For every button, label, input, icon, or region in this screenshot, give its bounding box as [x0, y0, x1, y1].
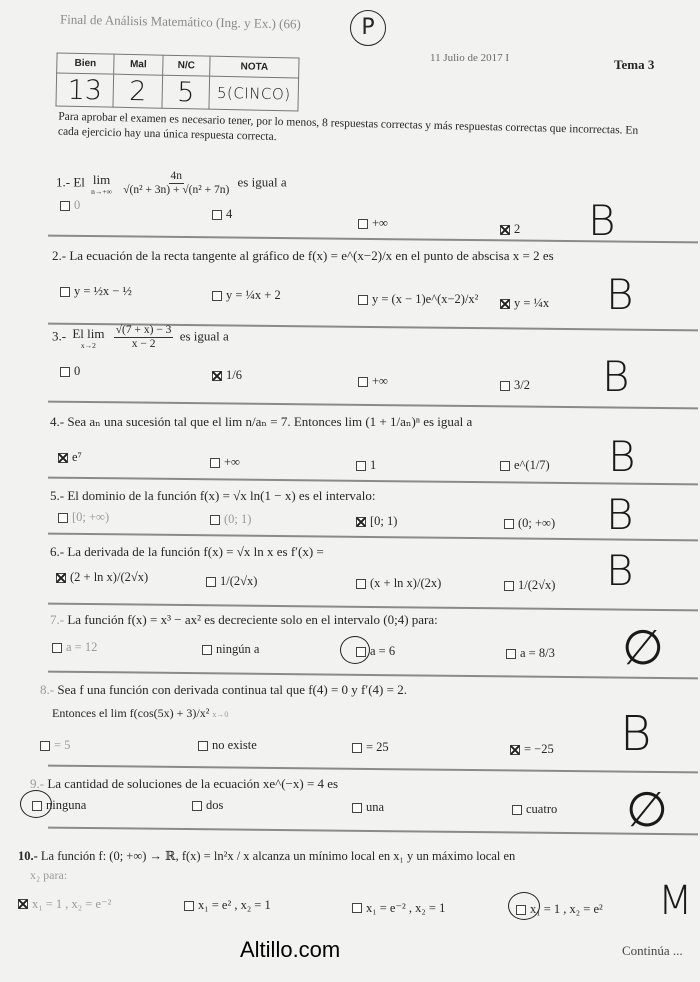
- checkbox-icon[interactable]: [212, 210, 222, 220]
- q5-option-c-label: [0; 1): [370, 514, 398, 528]
- q10-grade-mark: M: [658, 878, 693, 924]
- checkbox-icon[interactable]: [40, 741, 50, 751]
- q2-option-d[interactable]: [500, 296, 549, 311]
- q6-option-a[interactable]: [56, 570, 148, 585]
- divider: [48, 401, 698, 410]
- q3-option-c-label: +∞: [372, 374, 388, 388]
- divider: [48, 477, 698, 486]
- checkbox-icon[interactable]: [506, 649, 516, 659]
- grades-header-nota: NOTA: [210, 56, 299, 78]
- checkbox-icon[interactable]: [210, 458, 220, 468]
- question-10-number: 10.-: [18, 849, 38, 863]
- q2-grade-mark: B: [606, 270, 634, 319]
- q1-grade-mark: B: [588, 196, 616, 245]
- q2-option-d-label: y = ¼x: [514, 296, 550, 310]
- question-5-text: [50, 488, 375, 504]
- question-3-pre: El lim: [72, 325, 105, 341]
- question-10-text: [18, 848, 515, 864]
- handwritten-circle: [508, 892, 540, 920]
- checked-checkbox-icon[interactable]: [18, 899, 28, 909]
- question-1-numerator: 4n: [170, 170, 182, 182]
- q7-option-d-label: a = 8/3: [520, 646, 555, 660]
- question-8-limit-expr: Entonces el lim f(cos(5x) + 3)/x²: [52, 706, 210, 720]
- q10-option-b-label: x₁ = e² , x₂ = 1: [198, 898, 271, 912]
- q1-option-a[interactable]: [60, 198, 80, 213]
- exam-title: Final de Análisis Matemático (Ing. y Ex.) (66): [59, 11, 301, 32]
- q9-option-c[interactable]: [352, 800, 384, 815]
- question-2-text: [52, 248, 652, 264]
- q9-option-a-label: ninguna: [46, 798, 87, 812]
- q5-option-d-label: (0; +∞): [518, 516, 556, 530]
- divider: [48, 827, 698, 836]
- question-2-number: 2.-: [52, 248, 67, 263]
- q5-option-a[interactable]: [58, 510, 109, 525]
- checkbox-icon[interactable]: [500, 381, 510, 391]
- question-5-number: 5.-: [50, 488, 65, 503]
- question-6-body: La derivada de la función f(x) = √x ln x es f′(x) =: [67, 544, 324, 559]
- q3-option-b[interactable]: [212, 368, 242, 383]
- q10-option-a-label: x₁ = 1 , x₂ = e⁻²: [32, 897, 112, 911]
- q6-option-c-label: (x + ln x)/(2x): [370, 576, 442, 590]
- checkbox-icon[interactable]: [52, 643, 62, 653]
- checkbox-icon[interactable]: [212, 291, 222, 301]
- question-3-fraction: [114, 324, 174, 351]
- checked-checkbox-icon[interactable]: [212, 371, 222, 381]
- question-3-numerator: √(7 + x) − 3: [115, 324, 172, 336]
- q6-option-a-label: (2 + ln x)/(2√x): [70, 570, 149, 584]
- q7-option-c-label: a = 6: [370, 644, 396, 658]
- q1-option-d-label: 2: [514, 222, 521, 236]
- checkbox-icon[interactable]: [358, 295, 368, 305]
- q4-option-a[interactable]: [58, 450, 82, 465]
- q3-option-c[interactable]: [358, 374, 388, 389]
- question-4-body: Sea aₙ una sucesión tal que el lim n/aₙ = 7. Entonces lim (1 + 1/aₙ)ⁿ es igual a: [67, 414, 473, 429]
- handwritten-circle: [20, 790, 52, 818]
- q3-grade-mark: B: [602, 352, 630, 401]
- checkbox-icon[interactable]: [504, 519, 514, 529]
- checkbox-icon[interactable]: [356, 579, 366, 589]
- checked-checkbox-icon[interactable]: [56, 573, 66, 583]
- question-7-body: La función f(x) = x³ − ax² es decreciente solo en el intervalo (0;4) para:: [67, 612, 438, 627]
- checkbox-icon[interactable]: [198, 741, 208, 751]
- question-10-text2: x₂ para:: [30, 868, 68, 882]
- q7-option-a[interactable]: [52, 640, 97, 655]
- q6-grade-mark: B: [606, 546, 634, 595]
- exam-date: 11 Julio de 2017 I: [430, 52, 510, 64]
- q6-option-b-label: 1/(2√x): [220, 574, 258, 588]
- q9-option-b-label: dos: [206, 798, 224, 812]
- question-2-body: La ecuación de la recta tangente al gráfico de f(x) = e^(x−2)/x en el punto de abscisa x = 2 es: [69, 248, 554, 263]
- q4-option-b[interactable]: [210, 455, 240, 470]
- q7-option-a-label: a = 12: [66, 640, 98, 654]
- q6-option-d-label: 1/(2√x): [518, 578, 556, 592]
- checkbox-icon[interactable]: [60, 287, 70, 297]
- grade-nota-value: 5(CINCO): [209, 76, 299, 111]
- checkbox-icon[interactable]: [192, 801, 202, 811]
- divider: [48, 671, 698, 680]
- handwritten-circle: [340, 636, 370, 664]
- q2-option-c[interactable]: [358, 292, 478, 307]
- q4-option-a-label: e⁷: [72, 450, 82, 464]
- grade-mal-value: 2: [113, 74, 163, 108]
- q10-option-c-label: x₁ = e⁻² , x₂ = 1: [366, 901, 446, 915]
- question-3-number: 3.-: [52, 328, 67, 344]
- question-8-limit: [52, 706, 228, 721]
- q6-option-b[interactable]: [206, 574, 257, 589]
- q7-option-b[interactable]: [202, 642, 259, 657]
- question-8-body: Sea f una función con derivada continua tal que f(4) = 0 y f′(4) = 2.: [57, 682, 407, 697]
- question-8-number: 8.-: [40, 682, 55, 697]
- q8-grade-mark: B: [620, 706, 652, 762]
- question-9-number: 9.-: [30, 776, 45, 791]
- question-1-limit: lim n→+∞: [91, 171, 112, 196]
- question-6-text: [50, 544, 324, 560]
- question-7-text: [50, 612, 438, 628]
- question-1-number: 1.-: [56, 174, 71, 190]
- q3-option-d[interactable]: [500, 378, 530, 393]
- instructions-text: Para aprobar el examen es necesario tener, por lo menos, 8 respuestas correctas y más respuestas correctas que incorrectas. En cada ejercicio hay una única respuesta correcta.: [57, 110, 639, 144]
- checkbox-icon[interactable]: [352, 803, 362, 813]
- q4-option-c[interactable]: [356, 458, 376, 473]
- q2-option-a-label: y = ½x − ½: [74, 284, 132, 298]
- checkbox-icon[interactable]: [352, 903, 362, 913]
- checkbox-icon[interactable]: [358, 219, 368, 229]
- grades-table: [55, 52, 299, 111]
- q8-option-a-label: = 5: [54, 738, 71, 752]
- question-1-limit-sub: n→+∞: [91, 186, 112, 196]
- checkbox-icon[interactable]: [206, 577, 216, 587]
- q8-option-a[interactable]: [40, 738, 70, 753]
- q10-option-a[interactable]: [18, 896, 111, 912]
- q8-option-c-label: = 25: [366, 740, 389, 754]
- q7-option-b-label: ningún a: [216, 642, 260, 656]
- question-8-text: [40, 682, 407, 698]
- q5-option-d[interactable]: [504, 516, 555, 531]
- checkbox-icon[interactable]: [500, 461, 510, 471]
- q6-option-c[interactable]: [356, 576, 441, 591]
- checked-checkbox-icon[interactable]: [356, 517, 366, 527]
- question-4-number: 4.-: [50, 414, 65, 429]
- grades-header-bien: Bien: [57, 53, 114, 74]
- q10-option-c[interactable]: [352, 900, 445, 916]
- question-4-text: [50, 414, 650, 430]
- q2-option-a[interactable]: [60, 284, 132, 299]
- question-9-text: [30, 776, 338, 792]
- question-1-text: [56, 170, 287, 197]
- q3-option-d-label: 3/2: [514, 378, 530, 392]
- checkbox-icon[interactable]: [202, 645, 212, 655]
- divider: [48, 603, 698, 612]
- checkbox-icon[interactable]: [352, 743, 362, 753]
- checkbox-icon[interactable]: [60, 367, 70, 377]
- q8-option-c[interactable]: [352, 740, 389, 755]
- q1-option-a-label: 0: [74, 198, 81, 212]
- question-3-denominator: x − 2: [131, 338, 156, 350]
- q4-option-d-label: e^(1/7): [514, 458, 550, 472]
- question-1-fraction: [121, 170, 231, 197]
- q3-option-a[interactable]: [60, 364, 80, 379]
- q7-option-d[interactable]: [506, 646, 555, 661]
- q9-option-d-label: cuatro: [526, 802, 558, 816]
- divider: [48, 765, 698, 774]
- q5-option-b[interactable]: [210, 512, 251, 527]
- question-3-text: [52, 324, 229, 351]
- q5-option-a-label: [0; +∞): [72, 510, 110, 524]
- q9-option-b[interactable]: [192, 798, 223, 813]
- q1-option-d[interactable]: [500, 222, 520, 237]
- question-1-post: es igual a: [237, 174, 287, 190]
- question-1-pre: El: [73, 174, 85, 190]
- question-1-denominator: √(n² + 3n) + √(n² + 7n): [123, 184, 230, 196]
- checkbox-icon[interactable]: [210, 515, 220, 525]
- q4-option-d[interactable]: [500, 458, 550, 473]
- question-6-number: 6.-: [50, 544, 65, 559]
- q5-grade-mark: B: [606, 490, 634, 539]
- question-8-limit-sub: x→0: [212, 710, 229, 719]
- question-5-body: El dominio de la función f(x) = √x ln(1 − x) es el intervalo:: [67, 488, 376, 503]
- question-10-body: La función f: (0; +∞) → ℝ, f(x) = ln²x / x alcanza un mínimo local en x₁ y un máximo local en: [40, 849, 516, 863]
- q3-option-a-label: 0: [74, 364, 81, 378]
- q3-option-b-label: 1/6: [226, 368, 242, 382]
- handwritten-p-mark: P: [350, 10, 386, 46]
- q9-option-c-label: una: [366, 800, 385, 814]
- question-3-limit: [72, 326, 104, 350]
- q1-option-c[interactable]: [358, 216, 388, 231]
- checked-checkbox-icon[interactable]: [58, 453, 68, 463]
- q8-option-b-label: no existe: [212, 738, 257, 752]
- question-3-limit-sub: x→2: [80, 340, 96, 350]
- q4-grade-mark: B: [608, 432, 636, 481]
- q4-option-b-label: +∞: [224, 455, 240, 469]
- checked-checkbox-icon[interactable]: [500, 299, 510, 309]
- footer-brand: Altillo.com: [240, 937, 341, 962]
- q2-option-b-label: y = ¼x + 2: [226, 288, 281, 302]
- q10-option-b[interactable]: [184, 898, 271, 913]
- checkbox-icon[interactable]: [356, 461, 366, 471]
- q5-option-b-label: (0; 1): [224, 512, 252, 526]
- question-9-body: La cantidad de soluciones de la ecuación xe^(−x) = 4 es: [47, 776, 339, 791]
- q1-option-b-label: 4: [226, 207, 233, 221]
- checkbox-icon[interactable]: [60, 201, 70, 211]
- grades-header-nc: N/C: [163, 55, 210, 76]
- checked-checkbox-icon[interactable]: [510, 745, 520, 755]
- q1-option-b[interactable]: [212, 207, 232, 222]
- q7-grade-mark: ∅: [622, 620, 664, 676]
- q6-option-d[interactable]: [504, 578, 555, 593]
- checked-checkbox-icon[interactable]: [500, 225, 510, 235]
- q9-option-d[interactable]: [512, 802, 557, 817]
- checkbox-icon[interactable]: [504, 581, 514, 591]
- q2-option-c-label: y = (x − 1)e^(x−2)/x²: [372, 292, 479, 306]
- q8-option-b[interactable]: [198, 738, 257, 753]
- question-3-post: es igual a: [179, 328, 229, 344]
- q5-option-c[interactable]: [356, 514, 397, 529]
- continue-label: Continúa ...: [622, 943, 683, 958]
- question-7-number: 7.-: [50, 612, 65, 627]
- divider: [48, 533, 698, 542]
- q9-grade-mark: ∅: [626, 782, 668, 838]
- q8-option-d-label: = −25: [524, 742, 554, 756]
- q4-option-c-label: 1: [370, 458, 377, 472]
- q2-option-b[interactable]: [212, 288, 281, 303]
- grade-bien-value: 13: [56, 73, 114, 107]
- checkbox-icon[interactable]: [358, 377, 368, 387]
- checkbox-icon[interactable]: [58, 513, 68, 523]
- checkbox-icon[interactable]: [512, 805, 522, 815]
- tema-label: Tema 3: [614, 57, 655, 72]
- q1-option-c-label: +∞: [372, 216, 388, 230]
- grade-nc-value: 5: [162, 75, 210, 109]
- checkbox-icon[interactable]: [184, 901, 194, 911]
- grades-header-mal: Mal: [114, 54, 163, 75]
- q8-option-d[interactable]: [510, 742, 554, 757]
- q10-option-d-label: x₁ = 1 , x₂ = e²: [530, 902, 603, 916]
